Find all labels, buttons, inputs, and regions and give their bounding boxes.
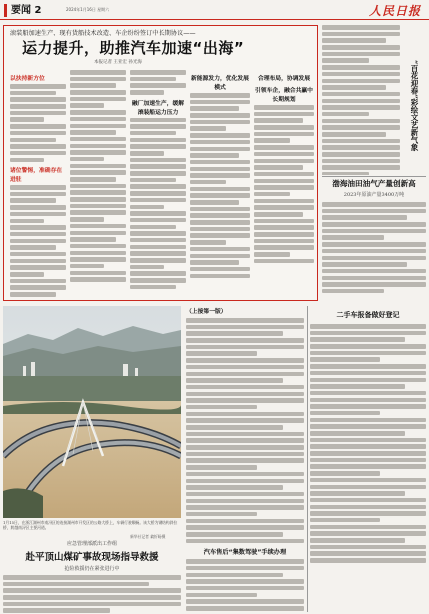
newspaper-logo: 人民日报 bbox=[368, 4, 421, 18]
section-label bbox=[4, 4, 45, 17]
continued-label: （上接第一版） bbox=[186, 309, 227, 315]
right-bottom-headline: 二手车报备做好登记 bbox=[336, 311, 400, 319]
bottom-kicker: 应急管理部派出工作组 bbox=[66, 541, 117, 547]
lead-column-5 bbox=[254, 70, 314, 298]
divider bbox=[322, 176, 426, 177]
lead-subhead-6: 引领车企，融合共赢中长期规划 bbox=[255, 88, 313, 103]
vertical-feature-title: “百花迎春”彩绘文艺新气象 bbox=[410, 60, 419, 152]
lead-column-3 bbox=[130, 70, 186, 298]
lead-column-4 bbox=[190, 70, 250, 298]
lead-column-2 bbox=[70, 70, 126, 298]
bottom-subhead: 抢险救援仍在紧张进行中 bbox=[64, 566, 120, 572]
right-bottom-article bbox=[310, 306, 426, 612]
lead-subhead-2: 诸位警惕，准确存在进驻 bbox=[10, 168, 63, 184]
lead-kicker: 滚装船加速生产、现有货船技术改造、车企纷纷签订中长期协议—— bbox=[10, 30, 196, 37]
masthead bbox=[0, 0, 429, 20]
sidebar-headline: 渤海油田油气产量创新高 bbox=[332, 179, 416, 188]
news-photo bbox=[3, 306, 181, 518]
sidebar-subhead: 2023年原油产量3400万吨 bbox=[343, 192, 405, 198]
middle-lower-headline: 汽车售后“集数驾驶”手续办理 bbox=[203, 549, 287, 557]
photo-caption: 1月15日，在浙江湖州市南浔区的连接湖州市开发区的公路大桥上，车辆行驶顺畅。该大桥为钢结构斜拉桥，跨越南浔区主要河道。 bbox=[3, 520, 178, 530]
bridge-photo-illustration bbox=[3, 306, 181, 518]
bottom-story bbox=[3, 540, 181, 612]
lead-subhead-3: 融厂加速生产，缓解滚装船运力压力 bbox=[131, 100, 185, 116]
photo-credit: 新华社记者 翁忻旸摄 bbox=[130, 534, 166, 539]
lead-subhead-1: 以扶持新方位 bbox=[10, 76, 45, 82]
sidebar-story bbox=[322, 178, 426, 298]
page-number: 2 bbox=[34, 5, 42, 16]
issue-date: 2024年1月16日 星期六 bbox=[66, 7, 110, 12]
bottom-headline: 赴平顶山煤矿事故现场指导救援 bbox=[25, 552, 159, 563]
right-article-text bbox=[322, 25, 400, 175]
column-divider bbox=[307, 306, 308, 612]
lead-column-1 bbox=[10, 70, 66, 298]
section-name: 要闻 bbox=[11, 5, 31, 16]
lead-subhead-5: 合理布局，协调发展 bbox=[257, 76, 311, 82]
lead-story bbox=[3, 25, 318, 301]
lead-byline: 本报记者 王亚宏 孙光海 bbox=[94, 60, 142, 65]
lead-headline: 运力提升，助推汽车加速“出海” bbox=[22, 39, 245, 57]
lead-subhead-4: 新能源发力，优化发展模式 bbox=[191, 76, 249, 91]
middle-column-article bbox=[186, 306, 304, 612]
